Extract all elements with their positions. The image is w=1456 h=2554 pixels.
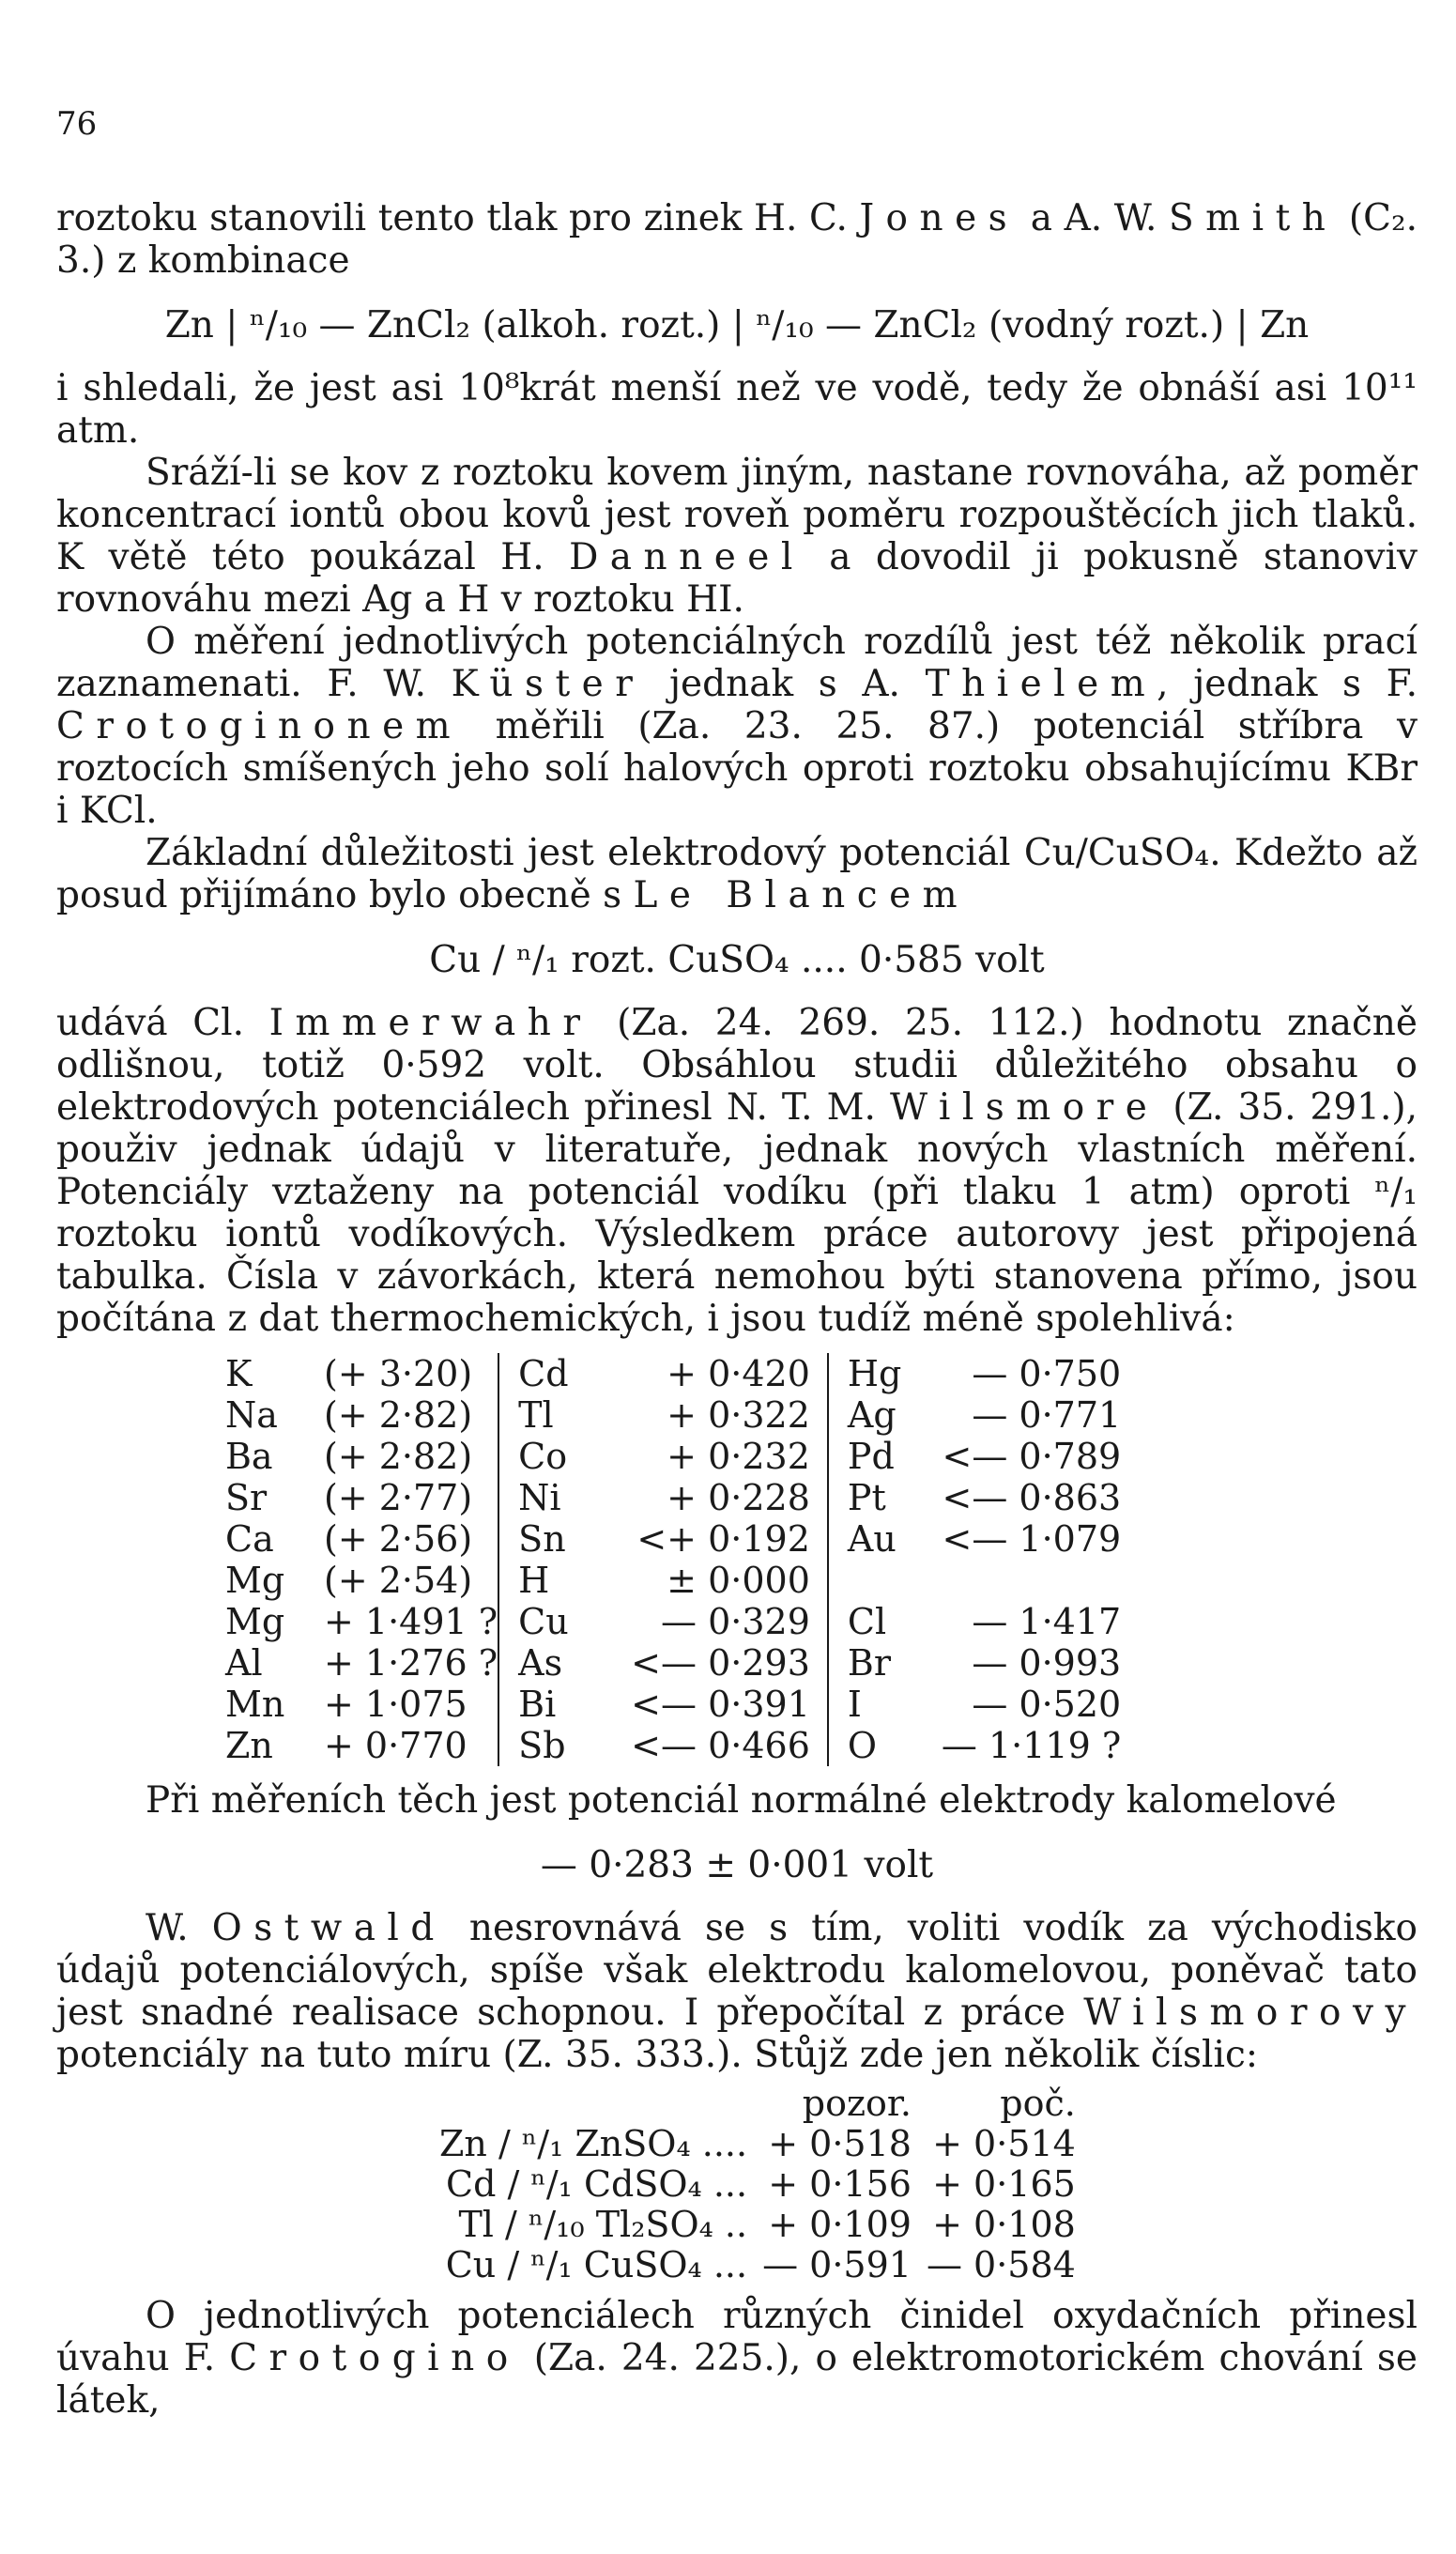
table-cell: Sb [498, 1725, 631, 1766]
table-cell: Ni [498, 1477, 631, 1518]
table-cell: <— 0·293 [631, 1642, 810, 1684]
table-cell: (+ 2·56) [324, 1518, 473, 1560]
table-cell: + 0·232 [667, 1436, 810, 1477]
table-cell: <— 1·079 [942, 1518, 1122, 1560]
comparison-cell: + 0·108 [932, 2204, 1076, 2245]
table-row [225, 1353, 1121, 1394]
comparison-cell: + 0·109 [768, 2204, 912, 2245]
table-cell: Sr [225, 1477, 268, 1518]
table-cell: + 1·491 ? [324, 1601, 498, 1642]
paragraph-4: O měření jednotlivých potenciálných rozdílů jest též několik prací zaznamenati. F. W. Küster jednak s A. Thielem, jednak s F. Crotoginonem měřili (Za. 23. 25. 87.) potenciál stříbra v roztocích smíšených jeho solí halových oproti roztoku obsahujícímu KBr i KCl. [56, 621, 1418, 832]
table-cell: + 0·228 [667, 1477, 810, 1518]
page-number: 76 [56, 105, 98, 143]
table-row [225, 1684, 1121, 1725]
table-cell: Al [225, 1642, 263, 1684]
table-cell: + 0·322 [667, 1394, 810, 1436]
table-cell: K [225, 1353, 253, 1394]
table-row [225, 1725, 1121, 1766]
potential-table [225, 1353, 1121, 1766]
table-cell: Pt [828, 1477, 942, 1518]
comparison-cell: + 0·518 [768, 2123, 912, 2164]
table-row [225, 1436, 1121, 1477]
author-thiel: Thielem [925, 663, 1157, 705]
comparison-cell: Cu / ⁿ/₁ CuSO₄ ... [445, 2244, 748, 2285]
equation-calomel: — 0·283 ± 0·001 volt [540, 1844, 934, 1886]
author-danneel: Danneel [569, 536, 805, 578]
table-cell: + 0·420 [667, 1353, 810, 1394]
table-cell: Co [498, 1436, 631, 1477]
table-cell: Ca [225, 1518, 274, 1560]
table-cell: — 0·329 [661, 1601, 810, 1642]
table-cell: Ba [225, 1436, 273, 1477]
table-cell: + 1·075 [324, 1684, 467, 1725]
table-cell: Cd [498, 1353, 631, 1394]
table-cell: (+ 2·54) [324, 1560, 473, 1601]
table-cell: + 0·770 [324, 1725, 467, 1766]
table-cell: Pd [828, 1436, 942, 1477]
author-ostwald: Ostwald [211, 1907, 446, 1949]
col-observed: pozor. [802, 2083, 912, 2124]
table-cell: Br [828, 1642, 942, 1684]
table-cell [942, 1560, 1121, 1601]
paragraph-3: Sráží-li se kov z roztoku kovem jiným, nastane rovnováha, až poměr koncentrací iontů obou kovů jest roveň poměru rozpouštěcích jich tlaků. K větě této poukázal H. Danneel a dovodil ji pokusně stanoviv rovnováhu mezi Ag a H v roztoku HI. [56, 452, 1418, 621]
comparison-cell: + 0·514 [932, 2123, 1076, 2164]
paragraph-5: Základní důležitosti jest elektrodový potenciál Cu/CuSO₄. Kdežto až posud přijímáno bylo obecně s Le Blancem [56, 832, 1418, 916]
author-wilsmore-2: Wilsmorovy [1083, 1992, 1418, 2034]
table-cell: <— 0·863 [942, 1477, 1122, 1518]
table-cell: <— 0·789 [942, 1436, 1122, 1477]
table-cell: As [498, 1642, 631, 1684]
author-jones: Jones [859, 197, 1019, 239]
table-cell [828, 1560, 942, 1601]
table-cell: O [828, 1725, 942, 1766]
comparison-cell: — 0·584 [926, 2244, 1076, 2285]
comparison-cell: + 0·156 [768, 2163, 912, 2205]
comparison-row [432, 2205, 1083, 2245]
comparison-table [432, 2084, 1083, 2285]
table-row [225, 1642, 1121, 1684]
table-cell: — 0·993 [972, 1642, 1122, 1684]
equation-cell: Zn | ⁿ/₁₀ — ZnCl₂ (alkoh. rozt.) | ⁿ/₁₀ — ZnCl₂ (vodný rozt.) | Zn [164, 304, 1310, 346]
paragraph-8: W. Ostwald nesrovnává se s tím, voliti vodík za východisko údajů potenciálových, spíše však elektrodu kalomelovou, poněvač tato jest snadné realisace schopnou. I přepočítal z práce Wilsmorovy potenciály na tuto míru (Z. 35. 333.). Stůjž zde jen několik číslic: [56, 1907, 1418, 2076]
comparison-cell: Zn / ⁿ/₁ ZnSO₄ .... [439, 2123, 748, 2164]
author-le-blanc: Le Blancem [633, 874, 970, 916]
author-immerwahr: Immerwahr [268, 1002, 592, 1044]
table-row [225, 1560, 1121, 1601]
table-row [225, 1394, 1121, 1436]
comparison-row [432, 2164, 1083, 2205]
table-cell: Ag [828, 1394, 942, 1436]
table-cell: Cl [828, 1601, 942, 1642]
paragraph-2: i shledali, že jest asi 10⁸krát menší než ve vodě, tedy že obnáší asi 10¹¹ atm. [56, 367, 1418, 452]
equation-copper: Cu / ⁿ/₁ rozt. CuSO₄ .... 0·585 volt [429, 939, 1045, 981]
table-row [225, 1601, 1121, 1642]
comparison-cell: — 0·591 [762, 2244, 912, 2285]
table-cell: — 0·520 [972, 1684, 1122, 1725]
author-crotogino: Crotoginonem [56, 705, 463, 747]
table-cell: ± 0·000 [667, 1560, 810, 1601]
table-cell: — 1·119 ? [941, 1725, 1122, 1766]
table-cell: + 1·276 ? [324, 1642, 498, 1684]
table-row [225, 1477, 1121, 1518]
table-cell: Cu [498, 1601, 631, 1642]
table-cell: I [828, 1684, 942, 1725]
author-smith: Smith [1168, 197, 1338, 239]
paragraph-1: roztoku stanovili tento tlak pro zinek H. C. Jones a A. W. Smith (C₂. 3.) z kombinace [56, 197, 1418, 282]
table-cell: (+ 2·82) [324, 1394, 473, 1436]
table-cell: (+ 2·77) [324, 1477, 473, 1518]
table-cell: — 0·750 [972, 1353, 1122, 1394]
paragraph-7: Při měřeních těch jest potenciál normálné elektrody kalomelové [146, 1779, 1337, 1822]
paragraph-6: udává Cl. Immerwahr (Za. 24. 269. 25. 112.) hodnotu značně odlišnou, totiž 0·592 volt. Obsáhlou studii důležitého obsahu o elektrodových potenciálech přinesl N. T. M. Wilsmore (Z. 35. 291.), použiv jednak údajů v literatuře, jednak nových vlastních měření. Potenciály vztaženy na potenciál vodíku (při tlaku 1 atm) oproti ⁿ/₁ roztoku iontů vodíkových. Výsledkem práce autorovy jest připojená tabulka. Čísla v závorkách, která nemohou býti stanovena přímo, jsou počítána z dat thermochemických, i jsou tudíž méně spolehlivá: [56, 1002, 1418, 1340]
table-cell: (+ 3·20) [324, 1353, 473, 1394]
table-cell: Tl [498, 1394, 631, 1436]
author-wilsmore: Wilsmore [889, 1086, 1159, 1129]
comparison-row [432, 2245, 1083, 2285]
table-cell: Sn [498, 1518, 631, 1560]
table-cell: Mn [225, 1684, 285, 1725]
table-cell: Na [225, 1394, 278, 1436]
table-cell: <— 0·466 [631, 1725, 810, 1766]
comparison-cell: Cd / ⁿ/₁ CdSO₄ ... [446, 2163, 748, 2205]
comparison-cell: + 0·165 [932, 2163, 1076, 2205]
author-crotogino-2: Crotogino [229, 2337, 520, 2379]
col-calculated: poč. [1000, 2083, 1076, 2124]
comparison-row [432, 2124, 1083, 2164]
table-cell: Bi [498, 1684, 631, 1725]
author-kuster: Küster [451, 663, 645, 705]
table-cell: Hg [828, 1353, 942, 1394]
table-cell: Zn [225, 1725, 273, 1766]
table-cell: — 1·417 [972, 1601, 1122, 1642]
page-text [56, 197, 1418, 2422]
table-cell: Mg [225, 1560, 285, 1601]
table-cell: <+ 0·192 [636, 1518, 810, 1560]
table-cell: Au [828, 1518, 942, 1560]
table-row [225, 1518, 1121, 1560]
table-cell: Mg [225, 1601, 285, 1642]
table-cell: <— 0·391 [631, 1684, 810, 1725]
table-cell: — 0·771 [972, 1394, 1122, 1436]
comparison-cell: Tl / ⁿ/₁₀ Tl₂SO₄ .. [458, 2204, 748, 2245]
paragraph-9: O jednotlivých potenciálech různých činidel oxydačních přinesl úvahu F. Crotogino (Za. 24. 225.), o elektromotorickém chování se látek, [56, 2295, 1418, 2422]
table-cell: H [498, 1560, 631, 1601]
table-cell: (+ 2·82) [324, 1436, 473, 1477]
